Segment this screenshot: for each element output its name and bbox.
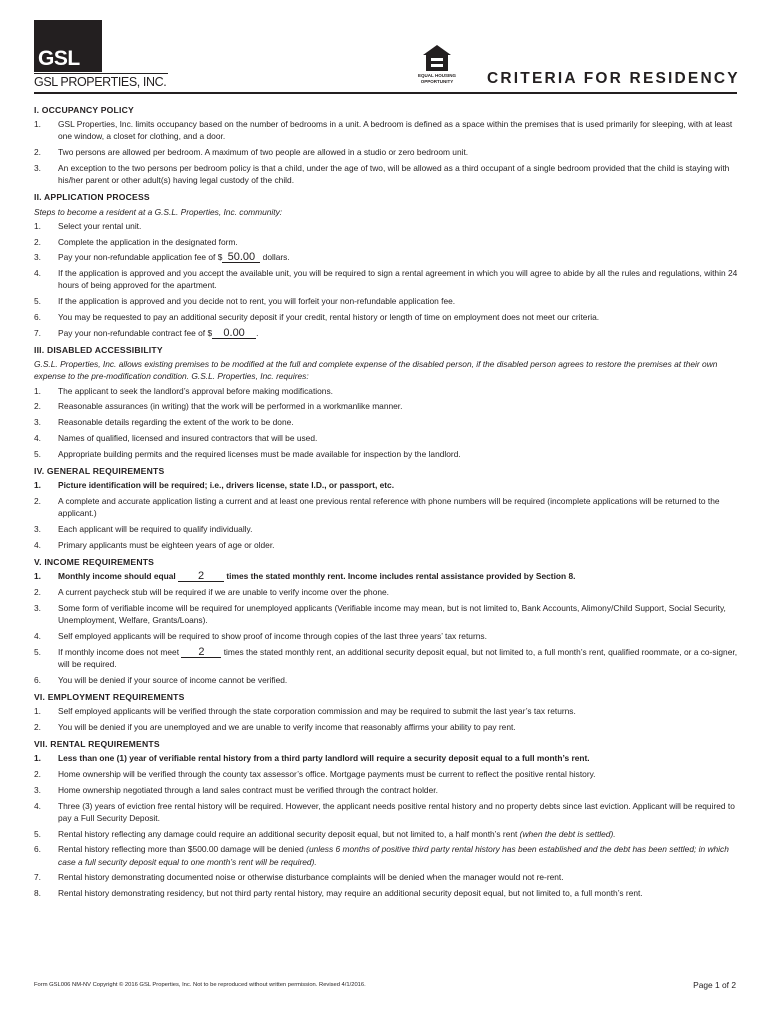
item-text: Less than one (1) year of verifiable rental history from a third party landlord will require a security deposit equal to a full month’s rent. bbox=[58, 753, 590, 764]
item-number: 5. bbox=[34, 646, 41, 657]
list-item bbox=[34, 721, 738, 733]
list-item bbox=[34, 586, 738, 598]
list-item bbox=[34, 674, 738, 686]
header-rule bbox=[34, 92, 737, 94]
item-number: 2. bbox=[34, 401, 41, 412]
item-text: Home ownership negotiated through a land sales contract must be verified through the contract holder. bbox=[58, 784, 438, 795]
item-text: You will be denied if you are unemployed and we are unable to verify income that reasonably affirms your ability to pay rent. bbox=[58, 721, 516, 732]
item-number: 3. bbox=[34, 417, 41, 428]
item-text: Pay your non-refundable application fee of $ bbox=[58, 252, 223, 263]
list-item bbox=[34, 602, 738, 626]
item-number: 3. bbox=[34, 163, 41, 173]
company-logo bbox=[34, 20, 168, 89]
eho-line2: OPPORTUNITY bbox=[420, 79, 454, 84]
list-item bbox=[34, 800, 738, 824]
item-text: An exception to the two persons per bedroom policy is that a child, under the age of two, will be allowed as a third occupant of a single bedroom provided that the child is staying with his/her parent or other adult(s) having legal custody of the child. bbox=[58, 163, 730, 186]
list-item bbox=[34, 887, 738, 899]
section-heading-employment: VI. EMPLOYMENT REQUIREMENTS bbox=[34, 691, 185, 702]
list-item bbox=[34, 871, 738, 883]
item-number: 2. bbox=[34, 721, 41, 732]
item-number: 2. bbox=[34, 147, 41, 158]
item-text: times the stated monthly rent. Income includes rental assistance provided by Section 8. bbox=[224, 571, 576, 582]
item-number: 6. bbox=[34, 312, 41, 322]
item-text: Rental history reflecting more than $500.00 damage will be denied bbox=[58, 844, 307, 855]
section-heading-general: IV. GENERAL REQUIREMENTS bbox=[34, 466, 165, 476]
list-item bbox=[34, 705, 738, 717]
item-text: dollars. bbox=[260, 252, 290, 263]
item-text: Rental history demonstrating documented noise or otherwise disturbance complaints will be denied when the manager would not re-rent. bbox=[58, 872, 564, 883]
item-number: 3. bbox=[34, 784, 41, 795]
list-item bbox=[34, 295, 738, 307]
item-number: 2. bbox=[34, 236, 41, 247]
general-list bbox=[34, 479, 738, 551]
item-text-italic: (unless 6 months of positive third party rental history has been established and the debt has been settled; in which case a full security deposit equal to one month’s rent will be required). bbox=[58, 844, 729, 867]
company-name: GSL PROPERTIES, INC. bbox=[34, 75, 167, 89]
item-number: 5. bbox=[34, 296, 41, 307]
list-item bbox=[34, 630, 738, 642]
application-fee-field[interactable]: 50.00 bbox=[222, 252, 260, 263]
list-item bbox=[34, 162, 738, 186]
section-intro: Steps to become a resident at a G.S.L. Properties, Inc. community: bbox=[34, 206, 283, 217]
item-text: Rental history demonstrating residency, but not third party rental history, may require an additional security deposit equal, but not limited to, a full month’s rent. bbox=[58, 888, 643, 899]
item-number: 6. bbox=[34, 674, 41, 685]
item-text: Picture identification will be required; i.e., drivers license, state I.D., or passport, etc. bbox=[58, 480, 395, 491]
list-item bbox=[34, 523, 738, 535]
item-text: You may be requested to pay an additional security deposit if your credit, rental history or length of time on employment does not meet our criteria. bbox=[58, 312, 600, 322]
list-item bbox=[34, 448, 738, 460]
list-item bbox=[34, 752, 738, 764]
house-icon bbox=[422, 44, 452, 72]
item-text: A complete and accurate application listing a current and at least one previous rental reference with phone numbers will be required (incomplete applications will be returned to the applicant.) bbox=[58, 496, 720, 519]
list-item bbox=[34, 327, 738, 339]
item-text: . bbox=[256, 327, 259, 338]
section-heading-application: II. APPLICATION PROCESS bbox=[34, 192, 150, 203]
list-item bbox=[34, 768, 738, 780]
item-number: 4. bbox=[34, 268, 41, 279]
employment-list bbox=[34, 705, 738, 733]
item-number: 6. bbox=[34, 844, 41, 855]
item-text: A current paycheck stub will be required if we are unable to verify income over the phone. bbox=[58, 587, 389, 597]
section-heading-accessibility: III. DISABLED ACCESSIBILITY bbox=[34, 345, 163, 355]
item-number: 7. bbox=[34, 327, 41, 338]
list-item bbox=[34, 311, 738, 323]
list-item bbox=[34, 646, 738, 670]
item-number: 1. bbox=[34, 706, 41, 716]
section-intro: G.S.L. Properties, Inc. allows existing premises to be modified at the full and complete expense of the disabled person, if the disabled person agrees to restore the premises at their own expense to the pre-modification condition. G.S.L. Properties, Inc. requires: bbox=[34, 359, 718, 382]
logo-mark bbox=[34, 20, 102, 72]
document-body bbox=[34, 100, 738, 903]
application-list bbox=[34, 220, 738, 339]
item-text: Names of qualified, licensed and insured contractors that will be used. bbox=[58, 433, 318, 443]
item-text: Two persons are allowed per bedroom. A maximum of two people are allowed in a studio or zero bedroom unit. bbox=[58, 147, 469, 158]
list-item bbox=[34, 267, 738, 291]
list-item bbox=[34, 570, 738, 582]
income-list bbox=[34, 570, 738, 686]
list-item bbox=[34, 220, 738, 232]
item-number: 1. bbox=[34, 385, 41, 396]
item-text: times the stated monthly rent, an additional security deposit equal, but not limited to, a full month’s rent, qualified roommate, or a co-signer, will be required. bbox=[58, 646, 738, 669]
item-text: Rental history reflecting any damage could require an additional security deposit equal, but not limited to, a half month’s rent bbox=[58, 828, 520, 839]
item-text: If monthly income does not meet bbox=[58, 646, 182, 657]
item-number: 2. bbox=[34, 769, 41, 779]
list-item bbox=[34, 236, 738, 248]
list-item bbox=[34, 416, 738, 428]
section-heading-rental: VII. RENTAL REQUIREMENTS bbox=[34, 739, 160, 749]
item-number: 2. bbox=[34, 587, 41, 597]
item-text: Reasonable assurances (in writing) that the work will be performed in a workmanlike manner. bbox=[58, 401, 403, 412]
item-text: Home ownership will be verified through the county tax assessor’s office. Mortgage payments must be current to reflect the positive rental history. bbox=[58, 769, 596, 779]
list-item bbox=[34, 784, 738, 796]
section-heading-income: V. INCOME REQUIREMENTS bbox=[34, 557, 155, 567]
list-item bbox=[34, 146, 738, 158]
item-number: 1. bbox=[34, 753, 41, 764]
item-number: 3. bbox=[34, 524, 41, 534]
item-text: Reasonable details regarding the extent of the work to be done. bbox=[58, 417, 294, 428]
item-number: 4. bbox=[34, 433, 41, 443]
item-text: Self employed applicants will be verified through the state corporation commission and may be required to submit the last year’s tax returns. bbox=[58, 706, 576, 716]
item-text: Monthly income should equal bbox=[58, 571, 179, 582]
list-item bbox=[34, 118, 738, 142]
item-text: Three (3) years of eviction free rental history will be required. However, the applicant needs positive rental history and no property debts since last eviction. Applicant will be required to pay a Full Security Deposit. bbox=[58, 800, 735, 823]
item-number: 4. bbox=[34, 630, 41, 641]
list-item bbox=[34, 495, 738, 519]
item-number: 2. bbox=[34, 496, 41, 506]
item-text: Primary applicants must be eighteen years of age or older. bbox=[58, 539, 275, 550]
page-number: Page 1 of 2 bbox=[693, 980, 736, 990]
item-text: Some form of verifiable income will be required for unemployed applicants (Verifiable income may mean, but is not limited to, Bank Accounts, Alimony/Child Support, Social Security, Unemployment, Welfare, Grants/Loans). bbox=[58, 602, 726, 625]
list-item bbox=[34, 539, 738, 551]
footer-copyright: Form GSL006 NM-NV Copyright © 2016 GSL Properties, Inc. Not to be reproduced without written permission. Revised 4/1/2016. bbox=[34, 982, 366, 988]
item-number: 5. bbox=[34, 828, 41, 839]
document-title: CRITERIA FOR RESIDENCY bbox=[487, 70, 740, 87]
list-item bbox=[34, 479, 738, 491]
item-number: 1. bbox=[34, 220, 41, 231]
logo-text: GSL bbox=[38, 47, 80, 70]
item-number: 1. bbox=[34, 480, 41, 491]
item-text: You will be denied if your source of income cannot be verified. bbox=[58, 674, 288, 685]
section-heading-occupancy: I. OCCUPANCY POLICY bbox=[34, 105, 134, 115]
item-text-italic: (when the debt is settled). bbox=[519, 828, 616, 839]
item-text: If the application is approved and you accept the available unit, you will be required to sign a rental agreement in which you will agree to abide by all the rules and regulations, within 24 hours of being approved for the apartment. bbox=[58, 268, 738, 291]
accessibility-list bbox=[34, 385, 738, 460]
income-multiplier-field[interactable]: 2 bbox=[178, 571, 224, 582]
item-number: 1. bbox=[34, 119, 41, 130]
list-item bbox=[34, 251, 738, 263]
item-text: Complete the application in the designated form. bbox=[58, 236, 238, 247]
item-text: The applicant to seek the landlord’s approval before making modifications. bbox=[58, 385, 333, 396]
rental-list bbox=[34, 752, 738, 899]
item-number: 1. bbox=[34, 571, 41, 582]
list-item bbox=[34, 828, 738, 840]
item-number: 3. bbox=[34, 602, 41, 613]
item-text: Appropriate building permits and the required licenses must be made available for inspection by the landlord. bbox=[58, 448, 461, 459]
list-item bbox=[34, 400, 738, 412]
item-number: 3. bbox=[34, 252, 41, 263]
list-item bbox=[34, 385, 738, 397]
item-number: 7. bbox=[34, 872, 41, 883]
list-item bbox=[34, 843, 738, 867]
contract-fee-field[interactable]: 0.00 bbox=[212, 328, 256, 339]
item-number: 4. bbox=[34, 800, 41, 811]
equal-housing-logo bbox=[415, 44, 459, 84]
item-number: 8. bbox=[34, 888, 41, 899]
item-text: Select your rental unit. bbox=[58, 220, 142, 231]
item-number: 4. bbox=[34, 539, 41, 550]
item-text: Pay your non-refundable contract fee of $ bbox=[58, 327, 213, 338]
list-item bbox=[34, 432, 738, 444]
eho-line1: EQUAL HOUSING bbox=[418, 73, 456, 78]
item-number: 5. bbox=[34, 448, 41, 459]
occupancy-list bbox=[34, 118, 738, 186]
item-text: Self employed applicants will be required to show proof of income through copies of the last three years’ tax returns. bbox=[58, 630, 487, 641]
item-text: GSL Properties, Inc. limits occupancy based on the number of bedrooms in a unit. A bedroom is defined as a space within the premises that is used primarily for sleeping, with at least one window, a closet for clothing, and a door. bbox=[58, 119, 733, 142]
income-shortfall-multiplier-field[interactable]: 2 bbox=[181, 647, 221, 658]
item-text: If the application is approved and you decide not to rent, you will forfeit your non-refundable application fee. bbox=[58, 296, 456, 307]
item-text: Each applicant will be required to qualify individually. bbox=[58, 524, 253, 534]
